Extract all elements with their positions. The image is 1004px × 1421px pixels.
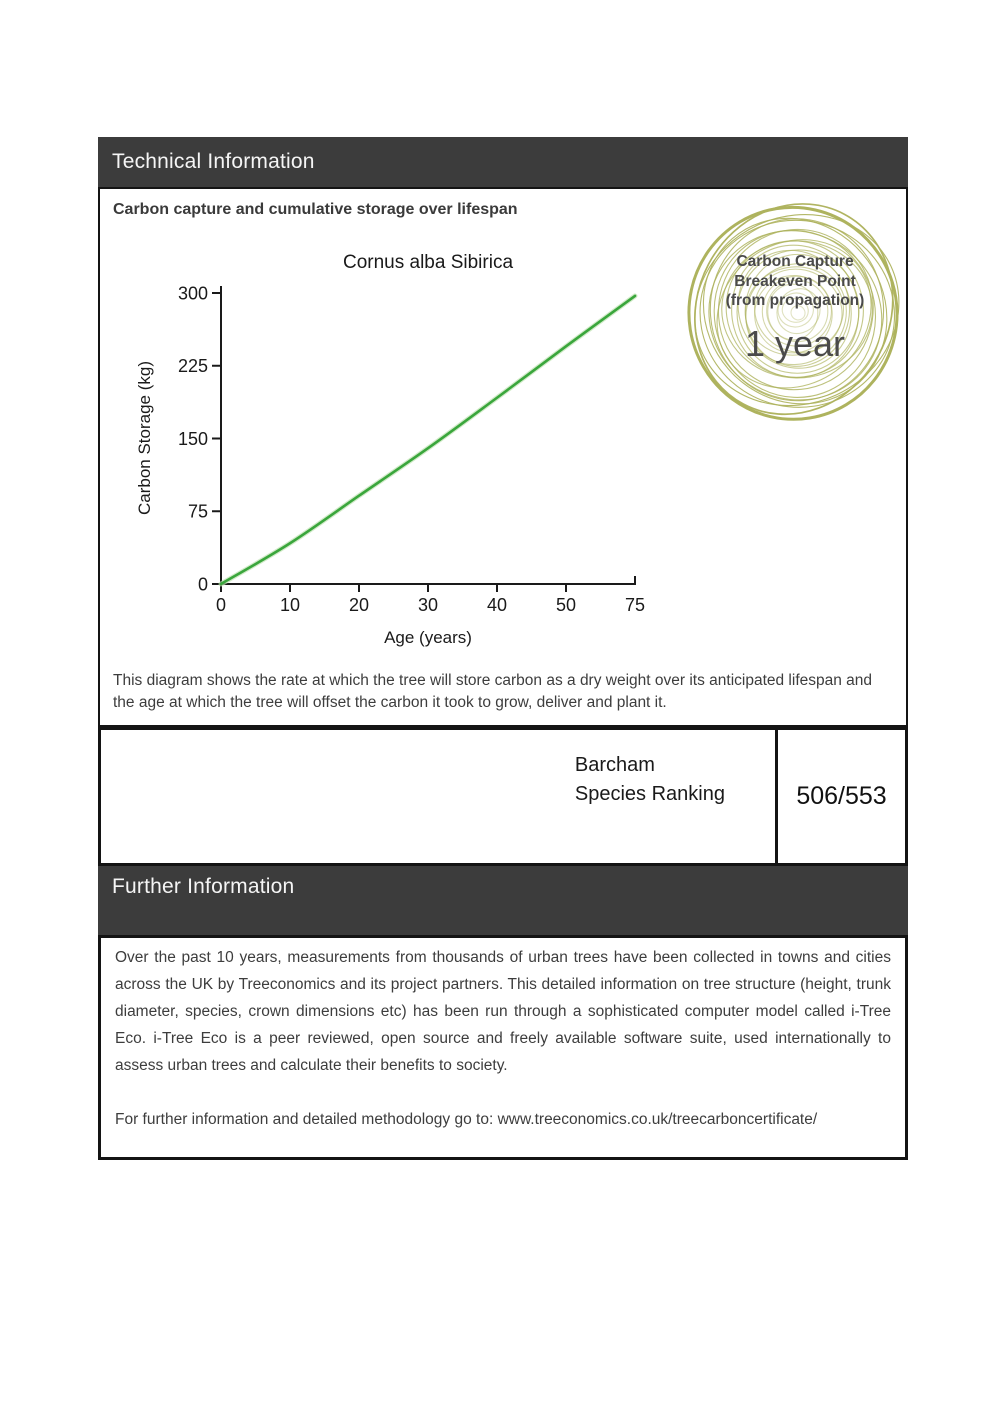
svg-text:225: 225 [177,356,208,377]
ranking-label-line1: Barcham [574,754,655,776]
technical-information-panel [98,187,908,727]
species-ranking-box [98,727,908,866]
svg-text:Carbon Storage (kg): Carbon Storage (kg) [135,360,154,516]
svg-text:Cornus alba Sibirica: Cornus alba Sibirica [342,252,514,273]
species-ranking-value-cell [778,730,905,863]
breakeven-value: 1 year [744,322,846,364]
svg-text:50: 50 [555,595,577,615]
svg-text:30: 30 [417,595,439,615]
svg-text:75: 75 [187,501,208,522]
further-information-title: Further Information [112,875,295,898]
svg-text:0: 0 [197,574,208,595]
further-information-paragraph: Over the past 10 years, measurements from thousands of urban trees have been collected in towns and cities across the UK by Treeconomics and its project partners. This detailed information on tree structure (height, trunk diameter, species, crown dimensions etc) has been run through a sophisticated computer model called i-Tree Eco. i-Tree Eco is a peer reviewed, open source and freely available software suite, used internationally to assess urban trees and calculate their benefits to society. [115,949,891,1074]
svg-text:10: 10 [279,595,301,615]
methodology-link[interactable]: www.treeconomics.co.uk/treecarboncertificate/ [497,1111,818,1128]
chart-heading: Carbon capture and cumulative storage over lifespan [113,201,518,218]
svg-text:0: 0 [215,595,227,615]
species-ranking-value: 506/553 [796,782,887,810]
svg-text:300: 300 [177,283,208,304]
methodology-link-line [115,1106,891,1133]
badge-title-line2: Breakeven Point [734,272,856,290]
breakeven-badge-text [683,252,907,365]
chart-description: This diagram shows the rate at which the tree will store carbon as a dry weight over its anticipated lifespan and the age at which the tree will offset the carbon it took to grow, deliver and plant it. [113,672,873,711]
ranking-label-line2: Species Ranking [574,783,725,805]
badge-title-line3: (from propagation) [725,292,865,309]
svg-text:Age (years): Age (years) [384,628,472,647]
species-ranking-label-cell [101,730,778,863]
svg-text:150: 150 [177,428,208,449]
further-information-header-bar [98,866,908,935]
further-information-panel [98,935,908,1160]
svg-text:40: 40 [486,595,508,615]
breakeven-badge [683,200,907,424]
carbon-storage-line-chart [130,240,690,660]
technical-information-header-bar [98,137,908,187]
svg-text:20: 20 [348,595,370,615]
technical-information-title: Technical Information [112,150,315,173]
methodology-link-prefix: For further information and detailed methodology go to: [115,1111,498,1128]
svg-text:75: 75 [624,595,646,615]
badge-title-line1: Carbon Capture [736,253,854,270]
